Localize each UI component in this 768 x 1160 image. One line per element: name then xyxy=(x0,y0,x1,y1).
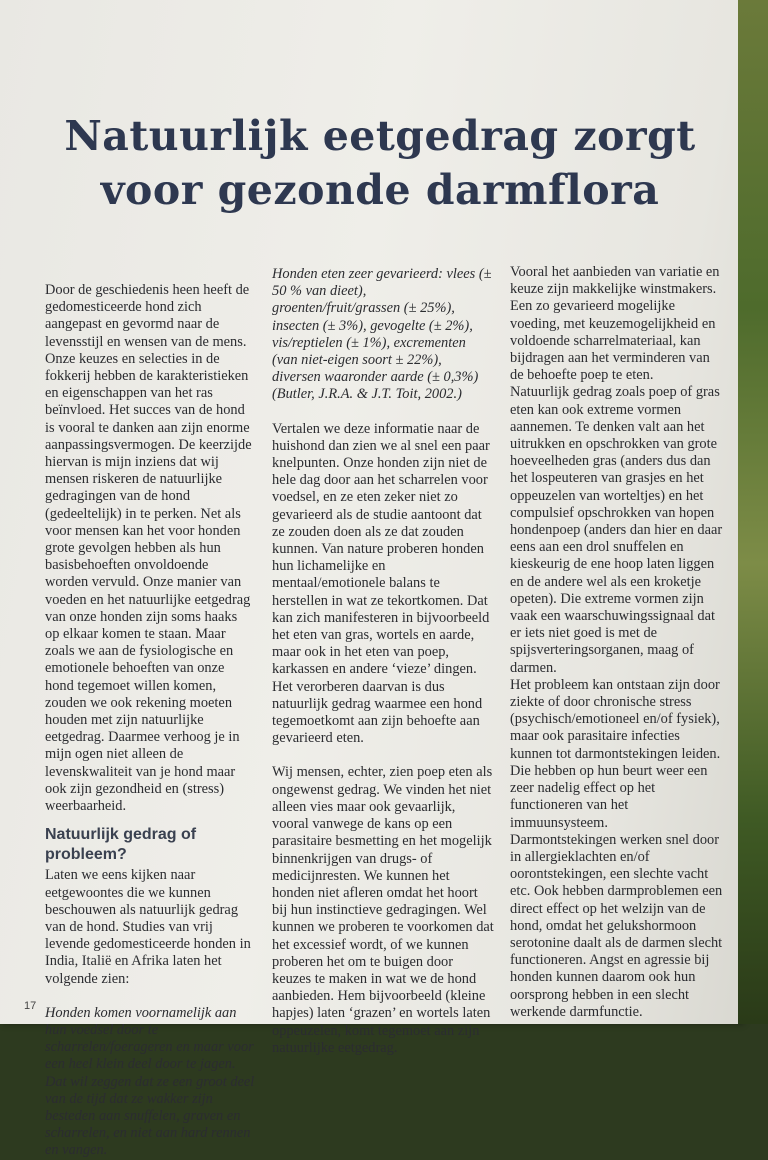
paragraph: Vooral het aanbieden van variatie en keuze zijn makkelijke winstmakers. Een zo gevarieerd mogelijke voeding, met keuzemogelijkheid en voldoende scharrelmateriaal, kan bijdragen aan het verminderen van de behoefte poep te eten. xyxy=(510,264,720,384)
paragraph: Natuurlijk gedrag zoals poep of gras eten kan ook extreme vormen aannemen. Te denken valt aan het uitrukken en opschrokken van grote hoeveelheden gras (anders dus dan het lospeuteren van grasjes en het oppeuzelen van worteltjes) en het compulsief opschrokken van hopen hondenpoep (anders dan hier en daar eens aan een drol snuffelen en kieskeurig de ene hoop laten liggen en de andere wel als een kroketje opeten). Die extreme vormen zijn vaak een waarschuwingssignaal dat er iets niet goed is met de spijsverteringsorganen, maag of darmen. xyxy=(510,384,723,676)
section-subheading: Natuurlijk gedrag of probleem? xyxy=(45,826,197,864)
paragraph-gap xyxy=(45,988,255,1005)
study-quote: Honden komen voornamelijk aan hun voedsel door te scharrelen/foerageren en maar voor een heel klein deel door te jagen. Dat wil zeggen dat ze een groot deel van de tijd dat ze wakker zijn besteden aan snuffelen, graven en scharrelen, en niet aan hard rennen en vangen. xyxy=(45,1004,255,1159)
background-edge xyxy=(738,0,768,1024)
paragraph: Darmontstekingen werken snel door in allergieklachten en/of oorontstekingen, een slechte vacht etc. Ook hebben darmproblemen een direct effect op het welzijn van de hond, omdat het gelukshormoon serotonine daalt als de darmen slecht functioneren. Angst en agressie bij honden kunnen daarom ook hun oorsprong hebben in een slecht werkende darmfunctie. xyxy=(510,831,723,1020)
column-1 xyxy=(45,282,255,1160)
column-2 xyxy=(272,266,494,1057)
paragraph: Het probleem kan ontstaan zijn door ziekte of door chronische stress (psychisch/emotioneel en/of fysiek), maar ook parasitaire infecties kunnen tot darmontstekingen leiden. Die hebben op hun beurt weer een zeer nadelig effect op het functioneren van het immuunsysteem. xyxy=(510,676,721,831)
page-number: 17 xyxy=(24,1000,37,1012)
study-quote: Honden eten zeer gevarieerd: vlees (± 50 % van dieet), groenten/fruit/grassen (± 25%), insecten (± 3%), gevogelte (± 2%), vis/reptielen (± 1%), excrementen (van niet-eigen soort ± 22%), diversen waaronder aarde (± 0,3%) (Butler, J.R.A. & J.T. Toit, 2002.) xyxy=(272,266,492,403)
paragraph-gap xyxy=(272,404,494,421)
article-title: Natuurlijk eetgedrag zorgt voor gezonde darmflora xyxy=(64,112,696,215)
paragraph-gap xyxy=(272,747,494,764)
intro-paragraph: Door de geschiedenis heen heeft de gedomesticeerde hond zich aangepast en gevormd naar de levensstijl en wensen van de mens. Onze keuzes en selecties in de fokkerij hebben de karakteristieken en eigenschappen van het ras beïnvloed. Het succes van de hond is vooral te danken aan zijn enorme aanpassingsvermogen. De keerzijde hiervan is mijn inziens dat wij mensen riskeren de natuurlijke gedragingen van de hond (gedeeltelijk) in te perken. Net als voor mensen kan het voor honden grote gevolgen hebben als hun basisbehoeften onvoldoende worden vervuld. Onze manier van voeden en het natuurlijke eetgedrag van onze honden zijn soms haaks op elkaar komen te staan. Maar zoals we aan de fysiologische en emotionele behoeften van onze hond tegemoet willen komen, zouden we ook rekening moeten houden met zijn natuurlijke eetgedrag. Daarmee verhoog je in mijn ogen niet alleen de levenskwaliteit van je hond maar ook zijn gezondheid en (stress) weerbaarheid. xyxy=(45,282,252,815)
paragraph: Vertalen we deze informatie naar de huishond dan zien we al snel een paar knelpunten. Onze honden zijn niet de hele dag door aan het scharrelen voor voedsel, en ze eten zeker niet zo gevarieerd als de studie aantoont dat ze zouden doen als ze dat zouden kunnen. Van nature proberen honden hun lichamelijke en mentaal/emotionele balans te herstellen in wat ze tekortkomen. Dat kan zich manifesteren in bijvoorbeeld het eten van gras, wortels en aarde, maar ook in het eten van poep, karkassen en andere ‘vieze’ dingen. Het verorberen daarvan is dus natuurlijk gedrag waarmee een hond tegemoetkomt aan zijn behoefte aan gevarieerd eten. xyxy=(272,420,490,747)
paragraph: Wij mensen, echter, zien poep eten als ongewenst gedrag. We vinden het niet alleen vies maar ook gevaarlijk, vooral vanwege de kans op een parasitaire besmetting en het mogelijk binnenkrijgen van drugs- of medicijnresten. We kunnen het honden niet afleren omdat het hoort bij hun instinctieve gedragingen. Wel kunnen we proberen te voorkomen dat het excessief wordt, of we kunnen proberen het om te buigen door keuzes te maken in wat we de hond aanbieden. Hem bijvoorbeeld (kleine hapjes) laten ‘grazen’ en wortels laten oppeuzelen, komt tegemoet aan zijn natuurlijke eetgedrag. xyxy=(272,764,494,1056)
column-3 xyxy=(510,264,725,1021)
paragraph: Laten we eens kijken naar eetgewoontes die we kunnen beschouwen als natuurlijk gedrag van de hond. Studies van vrij levende gedomesticeerde honden in India, Italië en Afrika laten het volgende zien: xyxy=(45,867,251,987)
